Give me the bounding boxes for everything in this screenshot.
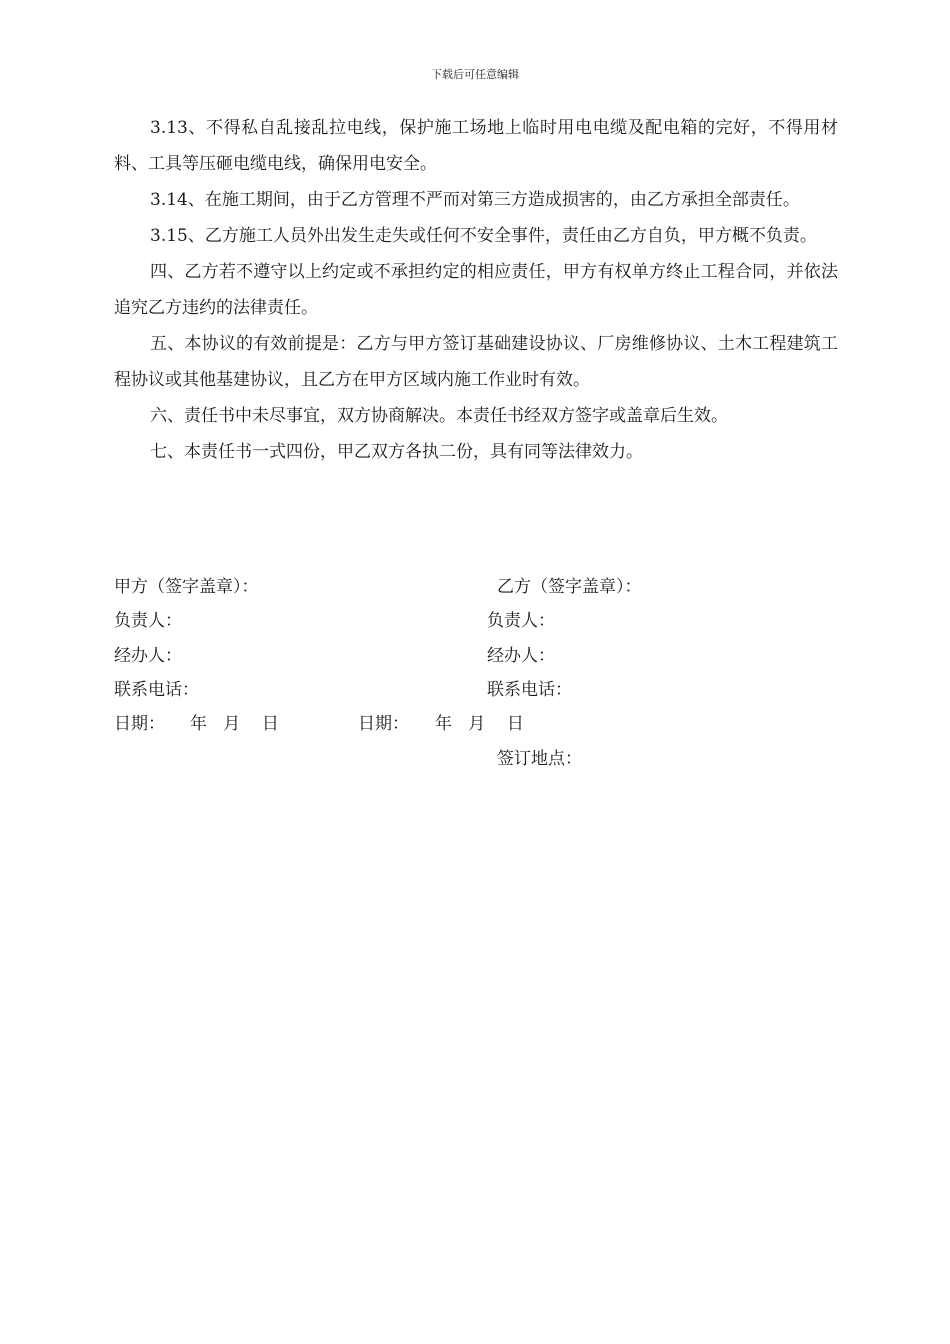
clause-6: 六、责任书中未尽事宜，双方协商解决。本责任书经双方签字或盖章后生效。 — [150, 406, 728, 426]
party-b-date-units: 年 月 日 — [435, 714, 524, 734]
party-a-seal-label: 甲方（签字盖章）： — [114, 577, 259, 597]
signature-handler-row — [0, 641, 950, 671]
party-b-handler-label: 经办人： — [487, 646, 555, 666]
clause-3-13: 3.13、不得私自乱接乱拉电线，保护施工场地上临时用电电缆及配电箱的完好，不得用材料、工具等压砸电缆电线，确保用电安全。 — [114, 118, 838, 174]
signature-seal-row — [0, 572, 950, 602]
signing-location-label: 签订地点： — [497, 749, 582, 769]
clause-7: 七、本责任书一式四份，甲乙双方各执二份，具有同等法律效力。 — [150, 442, 643, 462]
party-a-date-label: 日期： — [114, 714, 165, 734]
party-a-date-units: 年 月 日 — [190, 714, 279, 734]
document-body — [114, 110, 838, 470]
signature-phone-row — [0, 675, 950, 705]
signature-location-row — [0, 744, 950, 774]
party-a-phone-label: 联系电话： — [114, 680, 199, 700]
signature-principal-row — [0, 606, 950, 636]
page-header-note: 下载后可任意编辑 — [431, 68, 519, 81]
party-a-handler-label: 经办人： — [114, 646, 182, 666]
clause-3-15: 3.15、乙方施工人员外出发生走失或任何不安全事件，责任由乙方自负，甲方概不负责。 — [150, 226, 817, 246]
signature-date-row — [0, 709, 950, 739]
party-b-principal-label: 负责人： — [487, 611, 555, 631]
party-b-seal-label: 乙方（签字盖章）： — [497, 577, 642, 597]
party-a-principal-label: 负责人： — [114, 611, 182, 631]
clause-5: 五、本协议的有效前提是：乙方与甲方签订基础建设协议、厂房维修协议、土木工程建筑工程协议或其他基建协议，且乙方在甲方区域内施工作业时有效。 — [114, 334, 838, 390]
clause-3-14: 3.14、在施工期间，由于乙方管理不严而对第三方造成损害的，由乙方承担全部责任。 — [150, 190, 800, 210]
party-b-phone-label: 联系电话： — [487, 680, 572, 700]
clause-4: 四、乙方若不遵守以上约定或不承担约定的相应责任，甲方有权单方终止工程合同，并依法追究乙方违约的法律责任。 — [114, 262, 838, 318]
party-b-date-label: 日期： — [358, 714, 409, 734]
